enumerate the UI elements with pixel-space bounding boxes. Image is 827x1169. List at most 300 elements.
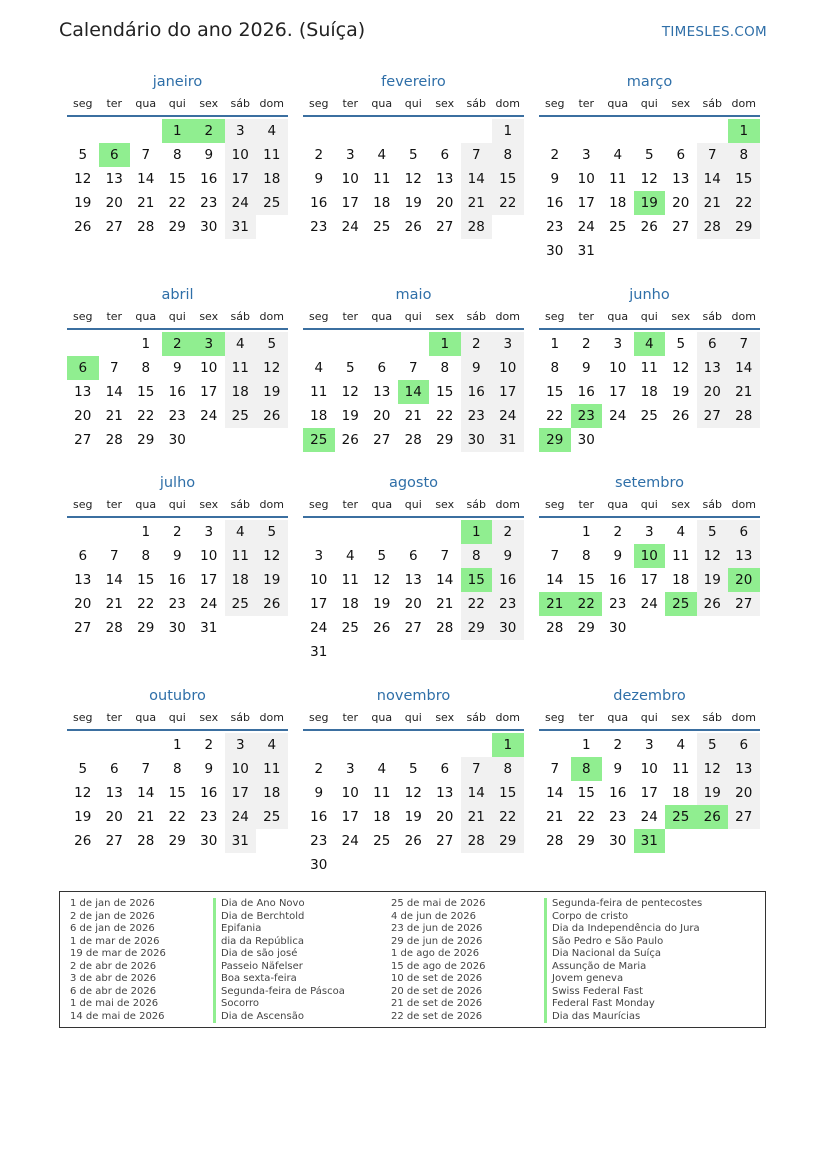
day-cell: 30 xyxy=(609,620,627,636)
weekday-label: dom xyxy=(495,97,520,110)
day-grid xyxy=(539,119,760,263)
weekday-label: qua xyxy=(371,711,393,724)
header-divider xyxy=(539,516,760,518)
holiday-date: 23 de jun de 2026 xyxy=(391,923,483,934)
day-cell: 24 xyxy=(640,596,658,612)
holiday-day-cell: 22 xyxy=(571,592,603,616)
day-cell: 16 xyxy=(200,785,218,801)
day-cell: 12 xyxy=(404,171,422,187)
day-cell: 13 xyxy=(105,785,123,801)
day-cell: 3 xyxy=(644,737,654,753)
weekday-label: seg xyxy=(545,310,565,323)
day-cell: 28 xyxy=(404,432,422,448)
day-cell: 5 xyxy=(697,733,729,757)
day-cell: 16 xyxy=(200,171,218,187)
day-cell: 22 xyxy=(492,805,524,829)
empty-cell xyxy=(303,520,335,544)
weekday-label: sáb xyxy=(466,711,486,724)
empty-cell xyxy=(303,119,335,143)
holiday-date: 14 de mai de 2026 xyxy=(70,1010,165,1022)
day-cell: 9 xyxy=(461,356,493,380)
day-cell: 24 xyxy=(609,408,627,424)
day-cell: 4 xyxy=(256,733,288,757)
weekday-label: sex xyxy=(199,97,219,110)
weekday-label: dom xyxy=(495,310,520,323)
weekday-label: dom xyxy=(259,498,284,511)
weekday-header xyxy=(539,95,760,113)
day-cell: 21 xyxy=(137,195,155,211)
empty-cell xyxy=(571,119,603,143)
empty-cell xyxy=(697,119,729,143)
day-cell: 21 xyxy=(436,596,454,612)
day-cell: 12 xyxy=(640,171,658,187)
holiday-date: 6 de jan de 2026 xyxy=(70,923,155,934)
day-cell: 8 xyxy=(141,360,151,376)
day-cell: 6 xyxy=(109,761,119,777)
day-cell: 17 xyxy=(310,596,328,612)
day-cell: 6 xyxy=(728,520,760,544)
empty-cell xyxy=(303,733,335,757)
holiday-date: 1 de ago de 2026 xyxy=(391,948,480,959)
holiday-dates-col-1 xyxy=(70,898,210,1023)
day-cell: 25 xyxy=(256,805,288,829)
day-cell: 23 xyxy=(492,592,524,616)
day-cell: 25 xyxy=(609,219,627,235)
day-cell: 3 xyxy=(345,147,355,163)
day-cell: 28 xyxy=(137,833,155,849)
day-cell: 22 xyxy=(137,408,155,424)
day-cell: 5 xyxy=(408,147,418,163)
day-cell: 13 xyxy=(436,785,454,801)
day-cell: 16 xyxy=(310,195,328,211)
day-cell: 18 xyxy=(310,408,328,424)
day-cell: 19 xyxy=(74,195,92,211)
day-cell: 4 xyxy=(676,524,686,540)
day-cell: 27 xyxy=(105,219,123,235)
day-cell: 12 xyxy=(697,757,729,781)
day-cell: 30 xyxy=(577,432,595,448)
day-grid xyxy=(303,332,524,452)
day-cell: 8 xyxy=(581,548,591,564)
day-cell: 26 xyxy=(74,833,92,849)
holiday-day-cell: 3 xyxy=(193,332,225,356)
weekday-label: dom xyxy=(495,498,520,511)
empty-cell xyxy=(303,332,335,356)
day-cell: 6 xyxy=(440,761,450,777)
weekday-label: qua xyxy=(371,310,393,323)
day-cell: 14 xyxy=(461,781,493,805)
day-cell: 7 xyxy=(461,757,493,781)
day-cell: 11 xyxy=(373,171,391,187)
day-cell: 2 xyxy=(172,524,182,540)
day-cell: 16 xyxy=(577,384,595,400)
day-cell: 20 xyxy=(105,809,123,825)
weekday-label: sex xyxy=(435,310,455,323)
day-cell: 20 xyxy=(74,596,92,612)
weekday-label: dom xyxy=(731,97,756,110)
month-março xyxy=(539,73,760,263)
weekday-label: ter xyxy=(578,711,595,724)
empty-cell xyxy=(539,733,571,757)
holiday-day-cell: 6 xyxy=(99,143,131,167)
empty-cell xyxy=(335,332,367,356)
month-name: março xyxy=(626,74,673,90)
empty-cell xyxy=(429,733,461,757)
empty-cell xyxy=(67,520,99,544)
day-cell: 31 xyxy=(492,428,524,452)
day-cell: 30 xyxy=(168,620,186,636)
empty-cell xyxy=(539,520,571,544)
day-cell: 18 xyxy=(373,809,391,825)
holiday-date: 21 de set de 2026 xyxy=(391,998,483,1009)
holiday-name: São Pedro e São Paulo xyxy=(552,935,664,947)
day-cell: 8 xyxy=(172,147,182,163)
day-cell: 29 xyxy=(461,616,493,640)
weekday-label: ter xyxy=(106,97,123,110)
day-cell: 28 xyxy=(697,215,729,239)
day-cell: 14 xyxy=(728,356,760,380)
day-cell: 19 xyxy=(672,384,690,400)
day-cell: 18 xyxy=(341,596,359,612)
day-cell: 19 xyxy=(256,568,288,592)
weekday-label: sáb xyxy=(702,498,722,511)
weekday-label: seg xyxy=(545,498,565,511)
day-cell: 31 xyxy=(310,644,328,660)
day-cell: 24 xyxy=(341,833,359,849)
day-cell: 9 xyxy=(314,785,324,801)
holiday-name: Dia de Ano Novo xyxy=(221,898,305,909)
day-cell: 7 xyxy=(728,332,760,356)
day-cell: 19 xyxy=(404,195,422,211)
day-cell: 5 xyxy=(78,761,88,777)
weekday-label: ter xyxy=(342,97,359,110)
holiday-name: Swiss Federal Fast xyxy=(552,985,644,997)
day-cell: 15 xyxy=(137,572,155,588)
weekday-label: sáb xyxy=(230,97,250,110)
day-cell: 24 xyxy=(310,620,328,636)
day-cell: 17 xyxy=(341,809,359,825)
month-name: novembro xyxy=(376,688,451,704)
weekday-label: sex xyxy=(671,498,691,511)
day-cell: 27 xyxy=(74,432,92,448)
day-cell: 10 xyxy=(225,143,257,167)
holiday-names-col-1 xyxy=(213,898,345,1023)
empty-cell xyxy=(665,119,697,143)
day-grid xyxy=(539,733,760,853)
holiday-date: 3 de abr de 2026 xyxy=(70,973,157,984)
weekday-label: dom xyxy=(731,711,756,724)
header-divider xyxy=(67,516,288,518)
day-cell: 6 xyxy=(676,147,686,163)
day-cell: 26 xyxy=(256,404,288,428)
day-cell: 17 xyxy=(200,384,218,400)
site-logo-link[interactable]: TIMESLES.COM xyxy=(661,24,767,40)
weekday-label: dom xyxy=(259,310,284,323)
day-cell: 24 xyxy=(225,191,257,215)
day-cell: 23 xyxy=(200,809,218,825)
day-cell: 22 xyxy=(492,191,524,215)
holiday-date: 25 de mai de 2026 xyxy=(391,898,486,909)
day-cell: 4 xyxy=(377,147,387,163)
day-cell: 18 xyxy=(373,195,391,211)
weekday-label: seg xyxy=(309,310,329,323)
day-cell: 22 xyxy=(436,408,454,424)
weekday-header xyxy=(303,709,524,727)
day-cell: 9 xyxy=(204,147,214,163)
day-cell: 20 xyxy=(436,809,454,825)
empty-cell xyxy=(366,119,398,143)
empty-cell xyxy=(461,733,493,757)
holiday-name: Dia das Maurícias xyxy=(552,1010,641,1022)
day-cell: 9 xyxy=(613,761,623,777)
month-setembro xyxy=(539,474,760,640)
day-cell: 21 xyxy=(546,809,564,825)
page-title: Calendário do ano 2026. (Suíça) xyxy=(59,19,366,41)
day-cell: 29 xyxy=(492,829,524,853)
day-cell: 14 xyxy=(105,572,123,588)
weekday-label: ter xyxy=(106,310,123,323)
day-cell: 10 xyxy=(577,171,595,187)
day-cell: 4 xyxy=(676,737,686,753)
holiday-day-cell: 19 xyxy=(634,191,666,215)
day-cell: 17 xyxy=(492,380,524,404)
day-cell: 9 xyxy=(314,171,324,187)
day-cell: 16 xyxy=(609,572,627,588)
day-cell: 26 xyxy=(697,592,729,616)
day-cell: 21 xyxy=(105,408,123,424)
day-cell: 8 xyxy=(728,143,760,167)
holiday-name: Dia da Independência do Jura xyxy=(552,923,700,934)
day-cell: 4 xyxy=(256,119,288,143)
day-cell: 5 xyxy=(377,548,387,564)
day-cell: 25 xyxy=(256,191,288,215)
day-cell: 17 xyxy=(640,785,658,801)
holiday-day-cell: 1 xyxy=(162,119,194,143)
empty-cell xyxy=(602,119,634,143)
weekday-label: ter xyxy=(578,498,595,511)
holiday-date: 19 de mar de 2026 xyxy=(70,948,166,959)
day-cell: 4 xyxy=(314,360,324,376)
holiday-date: 15 de ago de 2026 xyxy=(391,960,486,972)
day-cell: 27 xyxy=(728,805,760,829)
day-cell: 15 xyxy=(546,384,564,400)
month-julho xyxy=(67,474,288,640)
day-cell: 28 xyxy=(728,404,760,428)
day-cell: 21 xyxy=(461,191,493,215)
day-cell: 8 xyxy=(172,761,182,777)
day-cell: 27 xyxy=(74,620,92,636)
day-cell: 3 xyxy=(581,147,591,163)
day-cell: 30 xyxy=(168,432,186,448)
day-cell: 9 xyxy=(613,548,623,564)
day-cell: 7 xyxy=(109,548,119,564)
header-divider xyxy=(67,328,288,330)
day-cell: 5 xyxy=(697,520,729,544)
month-junho xyxy=(539,286,760,452)
day-cell: 21 xyxy=(697,191,729,215)
empty-cell xyxy=(366,520,398,544)
day-cell: 23 xyxy=(609,596,627,612)
day-cell: 13 xyxy=(373,384,391,400)
day-cell: 15 xyxy=(728,167,760,191)
weekday-label: sáb xyxy=(466,97,486,110)
day-cell: 20 xyxy=(697,380,729,404)
header-divider xyxy=(303,516,524,518)
month-name: maio xyxy=(395,287,432,303)
holiday-date: 1 de mai de 2026 xyxy=(70,998,159,1009)
day-cell: 27 xyxy=(436,219,454,235)
day-cell: 19 xyxy=(373,596,391,612)
holiday-name: Segunda-feira de pentecostes xyxy=(552,898,703,909)
weekday-label: seg xyxy=(309,711,329,724)
day-cell: 24 xyxy=(200,596,218,612)
weekday-label: qua xyxy=(371,498,393,511)
day-cell: 3 xyxy=(204,524,214,540)
weekday-label: qua xyxy=(371,97,393,110)
weekday-label: qui xyxy=(404,498,422,511)
empty-cell xyxy=(634,119,666,143)
weekday-label: qua xyxy=(607,310,629,323)
weekday-label: sáb xyxy=(230,310,250,323)
day-cell: 6 xyxy=(408,548,418,564)
weekday-label: sex xyxy=(671,310,691,323)
month-fevereiro xyxy=(303,73,524,239)
day-cell: 17 xyxy=(341,195,359,211)
day-cell: 1 xyxy=(141,524,151,540)
weekday-label: sáb xyxy=(230,498,250,511)
empty-cell xyxy=(130,119,162,143)
day-cell: 1 xyxy=(550,336,560,352)
weekday-label: seg xyxy=(73,498,93,511)
day-cell: 12 xyxy=(672,360,690,376)
day-cell: 12 xyxy=(256,356,288,380)
empty-cell xyxy=(67,119,99,143)
day-cell: 20 xyxy=(672,195,690,211)
weekday-header xyxy=(303,95,524,113)
day-cell: 26 xyxy=(640,219,658,235)
day-cell: 8 xyxy=(141,548,151,564)
weekday-label: seg xyxy=(73,711,93,724)
day-cell: 5 xyxy=(408,761,418,777)
day-cell: 31 xyxy=(225,829,257,853)
day-cell: 11 xyxy=(609,171,627,187)
day-cell: 26 xyxy=(256,592,288,616)
day-cell: 27 xyxy=(404,620,422,636)
day-cell: 17 xyxy=(225,781,257,805)
empty-cell xyxy=(429,520,461,544)
holiday-dates-col-2 xyxy=(391,898,531,1023)
day-cell: 24 xyxy=(341,219,359,235)
day-cell: 25 xyxy=(225,404,257,428)
holiday-day-cell: 25 xyxy=(665,592,697,616)
empty-cell xyxy=(99,520,131,544)
day-cell: 7 xyxy=(440,548,450,564)
day-cell: 6 xyxy=(78,548,88,564)
day-cell: 26 xyxy=(373,620,391,636)
day-cell: 11 xyxy=(672,548,690,564)
weekday-header xyxy=(539,308,760,326)
day-cell: 15 xyxy=(492,167,524,191)
holiday-name: Dia de Berchtold xyxy=(221,910,305,922)
day-cell: 18 xyxy=(256,781,288,805)
day-cell: 22 xyxy=(137,596,155,612)
day-cell: 24 xyxy=(225,805,257,829)
day-grid xyxy=(67,520,288,640)
day-cell: 2 xyxy=(492,520,524,544)
day-cell: 28 xyxy=(461,215,493,239)
day-cell: 2 xyxy=(550,147,560,163)
empty-cell xyxy=(99,733,131,757)
weekday-label: qua xyxy=(607,97,629,110)
day-cell: 11 xyxy=(310,384,328,400)
day-cell: 22 xyxy=(546,408,564,424)
empty-cell xyxy=(335,119,367,143)
day-cell: 14 xyxy=(546,785,564,801)
holiday-name: Socorro xyxy=(221,998,260,1009)
day-cell: 13 xyxy=(105,171,123,187)
day-cell: 19 xyxy=(341,408,359,424)
day-cell: 5 xyxy=(78,147,88,163)
day-cell: 10 xyxy=(200,548,218,564)
weekday-label: dom xyxy=(259,711,284,724)
month-name: janeiro xyxy=(152,74,203,90)
day-cell: 18 xyxy=(609,195,627,211)
holiday-day-cell: 1 xyxy=(429,332,461,356)
day-cell: 26 xyxy=(74,219,92,235)
day-cell: 28 xyxy=(105,620,123,636)
month-maio xyxy=(303,286,524,452)
day-cell: 3 xyxy=(644,524,654,540)
holiday-names-col-2 xyxy=(544,898,702,1023)
holiday-date: 29 de jun de 2026 xyxy=(391,935,483,947)
day-cell: 23 xyxy=(200,195,218,211)
day-cell: 19 xyxy=(697,568,729,592)
day-cell: 5 xyxy=(644,147,654,163)
day-cell: 12 xyxy=(256,544,288,568)
day-cell: 29 xyxy=(577,620,595,636)
weekday-label: qua xyxy=(135,310,157,323)
day-cell: 6 xyxy=(728,733,760,757)
holiday-date: 1 de jan de 2026 xyxy=(70,898,155,909)
day-cell: 17 xyxy=(577,195,595,211)
day-cell: 13 xyxy=(436,171,454,187)
day-cell: 11 xyxy=(225,544,257,568)
day-cell: 30 xyxy=(609,833,627,849)
day-cell: 30 xyxy=(200,833,218,849)
day-cell: 14 xyxy=(105,384,123,400)
holiday-name: Dia de são josé xyxy=(221,948,298,959)
day-cell: 18 xyxy=(225,568,257,592)
day-cell: 9 xyxy=(204,761,214,777)
day-grid xyxy=(539,520,760,640)
day-grid xyxy=(303,119,524,239)
day-cell: 15 xyxy=(577,572,595,588)
day-cell: 19 xyxy=(697,781,729,805)
empty-cell xyxy=(130,733,162,757)
day-cell: 12 xyxy=(74,171,92,187)
day-cell: 13 xyxy=(404,572,422,588)
day-cell: 19 xyxy=(256,380,288,404)
day-cell: 19 xyxy=(404,809,422,825)
month-name: abril xyxy=(161,287,194,303)
holiday-day-cell: 26 xyxy=(697,805,729,829)
day-cell: 7 xyxy=(697,143,729,167)
day-cell: 23 xyxy=(168,596,186,612)
holiday-name: Segunda-feira de Páscoa xyxy=(221,985,345,997)
holiday-day-cell: 4 xyxy=(634,332,666,356)
month-novembro xyxy=(303,687,524,877)
day-grid xyxy=(303,520,524,664)
